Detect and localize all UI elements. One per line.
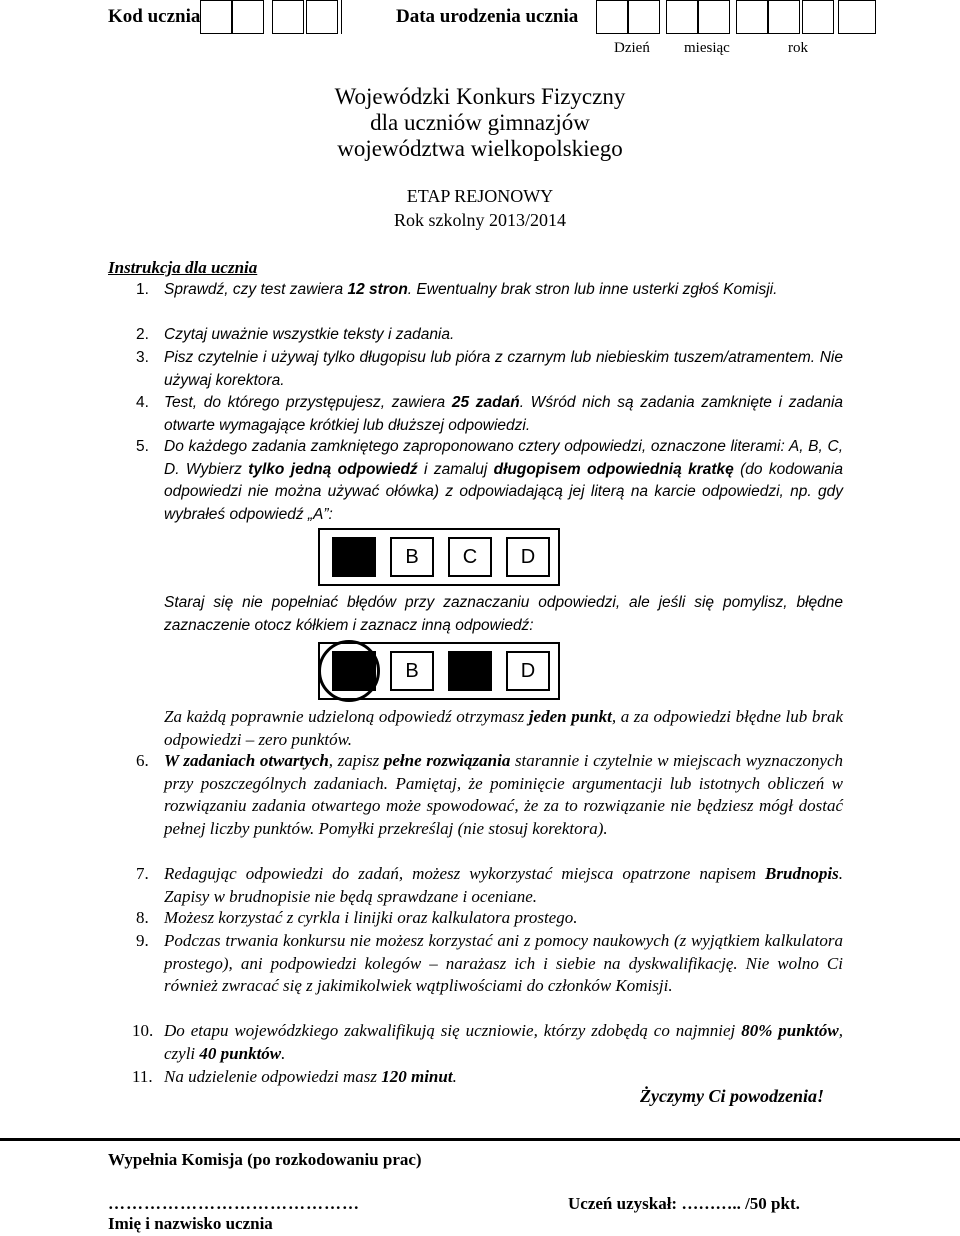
footer-divider (0, 1138, 960, 1141)
contest-title-line1: Wojewódzki Konkurs Fizyczny (334, 84, 626, 109)
answer-cell-c (448, 651, 492, 691)
year-label: rok (788, 40, 808, 56)
committee-label: Wypełnia Komisja (po rozkodowaniu prac) (108, 1150, 422, 1169)
score-field[interactable]: Uczeń uzyskał: ……….. /50 pkt. (568, 1194, 800, 1213)
student-code-label: Kod ucznia (108, 6, 201, 27)
day-box[interactable] (596, 0, 628, 34)
answer-cell-a (332, 537, 376, 577)
instruction-item-5-correction: Staraj się nie popełniać błędów przy zaznaczaniu odpowiedzi, ale jeśli się pomylisz, błędne zaznaczenie otocz kółkiem i zaznacz inną odpowiedź: (164, 594, 843, 634)
year-box[interactable] (802, 0, 834, 34)
month-label: miesiąc (684, 40, 730, 56)
instruction-item-5-scoring: Za każdą poprawnie udzieloną odpowiedź otrzymasz jeden punkt, a za odpowiedzi błędne lub brak odpowiedzi – zero punktów. (164, 707, 843, 749)
instruction-item-6: 6. W zadaniach otwartych, zapisz pełne rozwiązania starannie i czytelnie w miejscach wyznaczonych przy poszczególnych zadaniach. Pamiętaj, że pominięcie argumentacji lub istotnych obliczeń w rozwiązaniu zadania otwartego może spowodować, że za to rozwiązanie nie będziesz mógł dostać pełnej liczby punktów. Pomyłki przekreślaj (nie stosuj korektora). (136, 751, 843, 838)
contest-title-line3: województwa wielkopolskiego (337, 136, 623, 161)
code-box-end (340, 0, 342, 34)
student-name-label: Imię i nazwisko ucznia (108, 1214, 273, 1233)
instruction-item-11: 11. Na udzielenie odpowiedzi masz 120 minut. (132, 1067, 457, 1086)
stage-title: ETAP REJONOWY (406, 186, 554, 206)
contest-title-line2: dla uczniów gimnazjów (370, 110, 590, 135)
instruction-item-5: 5. Do każdego zadania zamkniętego zaproponowano cztery odpowiedzi, oznaczone literami: A, B, C, D. Wybierz tylko jedną odpowiedź i zamaluj długopisem odpowiednią kratkę (do kodowania odpowiedzi nie można używać ołówka) z odpowiadającą jej literą na karcie odpowiedzi, np. gdy wybrałeś odpowiedź „A”: (136, 438, 843, 523)
school-year: Rok szkolny 2013/2014 (393, 210, 566, 230)
birth-date-label: Data urodzenia ucznia (396, 6, 579, 27)
month-box[interactable] (698, 0, 730, 34)
answer-cell-c: C (448, 537, 492, 577)
month-box[interactable] (666, 0, 698, 34)
day-label: Dzień (614, 40, 650, 56)
name-dots[interactable]: …………………………………… (108, 1194, 360, 1213)
day-box[interactable] (628, 0, 660, 34)
instruction-item-10: 10. Do etapu wojewódzkiego zakwalifikują się uczniowie, którzy zdobędą co najmniej 80% punktów, czyli 40 punktów. (132, 1021, 843, 1063)
instruction-item-2: 2. Czytaj uważnie wszystkie teksty i zadania. (136, 326, 455, 343)
good-luck-wish: Życzymy Ci powodzenia! (640, 1086, 824, 1106)
instruction-item-9: 9. Podczas trwania konkursu nie możesz korzystać ani z pomocy naukowych (z wyjątkiem kalkulatora prostego), ani podpowiedzi kolegów – narażasz ich i siebie na dyskwalifikację. Nie wolno Ci również zwracać się z jakimikolwiek wątpliwościami do członków Komisji. (136, 931, 843, 995)
instruction-item-8: 8. Możesz korzystać z cyrkla i linijki oraz kalkulatora prostego. (136, 908, 578, 927)
answer-cell-d: D (506, 537, 550, 577)
instruction-item-4: 4. Test, do którego przystępujesz, zawiera 25 zadań. Wśród nich są zadania zamknięte i zadania otwarte wymagające krótkiej lub dłuższej odpowiedzi. (136, 394, 844, 434)
year-box[interactable] (736, 0, 768, 34)
answer-example-selected (318, 528, 560, 586)
instruction-item-7: 7. Redagując odpowiedzi do zadań, możesz wykorzystać miejsca opatrzone napisem Brudnopis. Zapisy w brudnopisie nie będą sprawdzane i oceniane. (136, 864, 843, 906)
code-box[interactable] (232, 0, 264, 34)
instructions-heading: Instrukcja dla ucznia (108, 258, 258, 277)
instruction-item-3: 3. Pisz czytelnie i używaj tylko długopisu lub pióra z czarnym lub niebieskim tuszem/atramentem. Nie używaj korektora. (136, 349, 843, 389)
correction-circle (318, 640, 380, 702)
answer-cell-b: B (390, 651, 434, 691)
year-box[interactable] (838, 0, 876, 34)
code-box[interactable] (272, 0, 304, 34)
year-box[interactable] (768, 0, 800, 34)
instruction-item-1: 1. Sprawdź, czy test zawiera 12 stron. Ewentualny brak stron lub inne usterki zgłoś Komisji. (136, 281, 778, 298)
code-box[interactable] (306, 0, 338, 34)
answer-cell-d: D (506, 651, 550, 691)
code-box[interactable] (200, 0, 232, 34)
answer-cell-b: B (390, 537, 434, 577)
